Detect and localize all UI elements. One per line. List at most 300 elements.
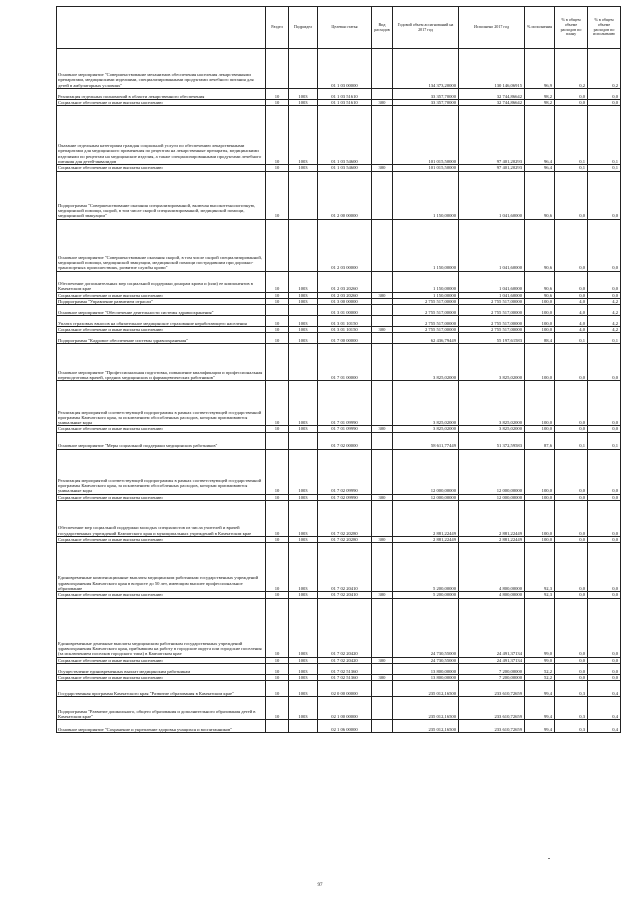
cell-subsection xyxy=(289,49,318,89)
cell-section: 10 xyxy=(266,449,289,494)
cell-plan: 2 755 517,00000 xyxy=(393,305,459,316)
cell-share-executed: 0,0 xyxy=(588,501,621,537)
cell-plan: 101 015,50000 xyxy=(393,106,459,165)
cell-share-plan: 0,0 xyxy=(555,663,588,674)
cell-subsection: 1003 xyxy=(289,598,318,657)
cell-expense-type: 300 xyxy=(372,494,393,500)
cell-target-article: 01 7 02 51360 xyxy=(318,674,372,680)
cell-subsection: 1003 xyxy=(289,165,318,171)
cell-share-executed: 0,0 xyxy=(588,657,621,663)
cell-share-plan: 0,0 xyxy=(555,271,588,292)
cell-share-executed: 0,0 xyxy=(588,592,621,598)
cell-expense-type: 300 xyxy=(372,537,393,543)
cell-subsection: 1003 xyxy=(289,449,318,494)
cell-expense-type xyxy=(372,697,393,720)
cell-subsection: 1003 xyxy=(289,657,318,663)
cell-expense-type: 300 xyxy=(372,674,393,680)
cell-percent: 98,2 xyxy=(525,100,555,106)
header-expense-type: Вид расходов xyxy=(372,7,393,49)
header-plan-2017: Годовой объем ассигнований на 2017 год xyxy=(393,7,459,49)
cell-executed: 2 881,22449 xyxy=(459,537,525,543)
cell-share-executed: 4,2 xyxy=(588,298,621,304)
cell-percent: 100,0 xyxy=(525,381,555,426)
cell-target-article: 01 2 03 20260 xyxy=(318,292,372,298)
cell-plan: 3 825,02000 xyxy=(393,426,459,432)
cell-expense-type xyxy=(372,432,393,449)
cell-executed: 3 825,02000 xyxy=(459,426,525,432)
cell-subsection: 1003 xyxy=(289,537,318,543)
cell-percent: 100,0 xyxy=(525,327,555,333)
cell-subsection: 1003 xyxy=(289,674,318,680)
cell-section: 10 xyxy=(266,106,289,165)
cell-share-plan: 0,3 xyxy=(555,681,588,697)
cell-plan: 33 357,70000 xyxy=(393,100,459,106)
cell-expense-type xyxy=(372,543,393,592)
cell-plan: 5 200,00000 xyxy=(393,592,459,598)
cell-target-article: 01 3 01 00000 xyxy=(318,305,372,316)
page-number: 97 xyxy=(317,883,323,888)
cell-plan: 235 012,16500 xyxy=(393,681,459,697)
cell-share-plan: 0,3 xyxy=(555,697,588,720)
cell-target-article: 01 7 00 00000 xyxy=(318,333,372,344)
cell-target-article: 01 7 02 20420 xyxy=(318,657,372,663)
cell-subsection: 1003 xyxy=(289,381,318,426)
cell-plan: 2 881,22449 xyxy=(393,537,459,543)
cell-executed: 97 401,20293 xyxy=(459,165,525,171)
cell-subsection: 1003 xyxy=(289,681,318,697)
cell-share-plan: 0,0 xyxy=(555,219,588,271)
cell-share-executed: 0,0 xyxy=(588,494,621,500)
cell-executed: 3 825,02000 xyxy=(459,344,525,381)
cell-percent: 90,6 xyxy=(525,171,555,219)
cell-name: Социальное обеспечение и иные выплаты населению xyxy=(57,100,266,106)
header-section: Раздел xyxy=(266,7,289,49)
cell-share-executed: 0,0 xyxy=(588,674,621,680)
table-row xyxy=(57,333,621,344)
cell-name: Государственная программа Камчатского края "Развитие образования в Камчатском крае" xyxy=(57,681,266,697)
cell-share-executed: 0,1 xyxy=(588,333,621,344)
cell-percent: 90,6 xyxy=(525,219,555,271)
cell-executed: 233 610,72659 xyxy=(459,697,525,720)
cell-executed: 32 744,86642 xyxy=(459,100,525,106)
table-row xyxy=(57,681,621,697)
cell-percent: 99,4 xyxy=(525,681,555,697)
cell-percent: 100,0 xyxy=(525,494,555,500)
cell-section: 10 xyxy=(266,663,289,674)
cell-plan: 58 611,77449 xyxy=(393,432,459,449)
cell-target-article: 01 7 02 20280 xyxy=(318,537,372,543)
cell-plan: 13 800,00000 xyxy=(393,663,459,674)
table-header-row xyxy=(57,7,621,49)
cell-percent: 99,4 xyxy=(525,720,555,733)
cell-executed: 4 800,00000 xyxy=(459,543,525,592)
cell-percent: 100,0 xyxy=(525,316,555,327)
cell-share-executed: 4,2 xyxy=(588,305,621,316)
cell-plan: 2 755 517,00000 xyxy=(393,298,459,304)
cell-expense-type xyxy=(372,305,393,316)
cell-share-executed: 0,1 xyxy=(588,106,621,165)
cell-target-article: 01 1 03 54600 xyxy=(318,165,372,171)
cell-share-executed: 0,0 xyxy=(588,537,621,543)
cell-expense-type xyxy=(372,344,393,381)
cell-percent: 98,2 xyxy=(525,89,555,100)
cell-subsection: 1003 xyxy=(289,592,318,598)
cell-executed: 1 041,60000 xyxy=(459,271,525,292)
cell-plan: 235 012,16500 xyxy=(393,697,459,720)
cell-expense-type: 300 xyxy=(372,592,393,598)
cell-target-article: 01 1 03 51610 xyxy=(318,89,372,100)
cell-expense-type: 300 xyxy=(372,292,393,298)
cell-plan: 3 825,02000 xyxy=(393,381,459,426)
cell-name: Оказание отдельным категориям граждан социальной услуги по обеспечению лекарственными препаратами для медицинского применения по рецептам на лекарственные препараты, медицинскими изделиями по рецептам на медицинские изделия, а также специализированными продуктами лечебного питания для детей-инвалидов xyxy=(57,106,266,165)
cell-plan: 1 150,00000 xyxy=(393,292,459,298)
cell-plan: 134 373,20000 xyxy=(393,49,459,89)
cell-plan: 13 800,00000 xyxy=(393,674,459,680)
cell-name: Подпрограмма "Управление развитием отрасли" xyxy=(57,298,266,304)
cell-executed: 2 755 517,00000 xyxy=(459,298,525,304)
cell-share-executed: 0,4 xyxy=(588,697,621,720)
cell-percent: 92,3 xyxy=(525,543,555,592)
cell-share-plan: 0,0 xyxy=(555,543,588,592)
cell-target-article: 01 7 02 20410 xyxy=(318,543,372,592)
cell-plan: 2 881,22449 xyxy=(393,501,459,537)
cell-share-plan: 0,0 xyxy=(555,598,588,657)
cell-name: Подпрограмма "Совершенствование оказания специализированной, включая высокотехнологичную, медицинской помощи, скорой, в том числе скорой специализированной, медицинской помощи, медицинской эвакуации" xyxy=(57,171,266,219)
cell-subsection xyxy=(289,305,318,316)
cell-name: Основное мероприятие "Совершенствование оказания скорой, в том числе скорой специализированной, медицинской помощи, медицинской эвакуации, медицинской помощи пострадавшим при дорожно-транспортных происшествиях, развитие службы крови" xyxy=(57,219,266,271)
cell-executed: 4 800,00000 xyxy=(459,592,525,598)
cell-share-plan: 0,0 xyxy=(555,494,588,500)
cell-section: 10 xyxy=(266,426,289,432)
cell-name: Основное мероприятие "Меры социальной поддержки медицинских работников" xyxy=(57,432,266,449)
cell-executed: 24 491,37134 xyxy=(459,598,525,657)
cell-subsection: 1003 xyxy=(289,106,318,165)
cell-plan: 3 825,02000 xyxy=(393,344,459,381)
cell-percent: 99,0 xyxy=(525,657,555,663)
cell-expense-type xyxy=(372,89,393,100)
header-subsection: Подраздел xyxy=(289,7,318,49)
cell-subsection: 1003 xyxy=(289,494,318,500)
cell-expense-type: 300 xyxy=(372,100,393,106)
header-execution-percent: % исполнения xyxy=(525,7,555,49)
cell-subsection: 1003 xyxy=(289,501,318,537)
cell-name: Единовременные компенсационные выплаты медицинским работникам государственных учреждений здравоохранения Камчатского края в возрасте до 50 лет, имеющим высшее профессиональное образование xyxy=(57,543,266,592)
cell-target-article: 01 7 02 00000 xyxy=(318,432,372,449)
cell-percent: 99,4 xyxy=(525,697,555,720)
cell-share-plan: 0,0 xyxy=(555,381,588,426)
cell-plan: 24 730,55000 xyxy=(393,598,459,657)
cell-share-executed: 0,2 xyxy=(588,49,621,89)
cell-share-executed: 0,4 xyxy=(588,720,621,733)
cell-target-article: 01 3 00 00000 xyxy=(318,298,372,304)
cell-share-plan: 0,0 xyxy=(555,171,588,219)
cell-executed: 130 146,06915 xyxy=(459,49,525,89)
cell-name: Единовременные денежные выплаты медицинским работникам государственных учреждений здравоохранения Камчатского края, прибывшим на работу в городские округа или городские поселения (за исключением поселков городского типа) в Камчатском крае xyxy=(57,598,266,657)
cell-share-plan: 0,0 xyxy=(555,501,588,537)
cell-subsection: 1003 xyxy=(289,663,318,674)
cell-percent: 87,6 xyxy=(525,432,555,449)
cell-section: 10 xyxy=(266,697,289,720)
cell-subsection xyxy=(289,720,318,733)
cell-target-article: 01 7 01 09990 xyxy=(318,381,372,426)
cell-section: 10 xyxy=(266,271,289,292)
cell-percent: 100,0 xyxy=(525,305,555,316)
cell-expense-type xyxy=(372,316,393,327)
cell-percent: 88,4 xyxy=(525,333,555,344)
cell-share-executed: 0,0 xyxy=(588,381,621,426)
cell-target-article: 01 7 02 51360 xyxy=(318,663,372,674)
cell-name: Социальное обеспечение и иные выплаты населению xyxy=(57,426,266,432)
cell-target-article: 01 7 01 09990 xyxy=(318,426,372,432)
header-target-article: Целевая статья xyxy=(318,7,372,49)
cell-share-executed: 0,0 xyxy=(588,271,621,292)
cell-share-plan: 0,0 xyxy=(555,592,588,598)
cell-name: Основное мероприятие "Профессиональная подготовка, повышение квалификации и профессиональная переподготовка врачей, средних медицинских и фармацевтических работников" xyxy=(57,344,266,381)
cell-target-article: 02 0 00 00000 xyxy=(318,681,372,697)
cell-executed: 1 041,60000 xyxy=(459,219,525,271)
cell-subsection: 1003 xyxy=(289,89,318,100)
cell-executed: 1 041,60000 xyxy=(459,292,525,298)
cell-share-plan: 4,0 xyxy=(555,316,588,327)
cell-target-article: 02 1 06 00000 xyxy=(318,720,372,733)
cell-expense-type xyxy=(372,49,393,89)
cell-name: Реализация мероприятий соответствующей подпрограммы в рамках соответствующей государственной программы Камчатского края, за исключением обособленных расходов, которым присваиваются уникальные коды xyxy=(57,449,266,494)
table-body xyxy=(57,49,621,733)
cell-share-plan: 0,0 xyxy=(555,89,588,100)
cell-target-article: 01 7 02 09990 xyxy=(318,449,372,494)
cell-share-plan: 0,0 xyxy=(555,292,588,298)
cell-name: Осуществление единовременных выплат медицинским работникам xyxy=(57,663,266,674)
cell-plan: 62 436,79449 xyxy=(393,333,459,344)
cell-subsection: 1003 xyxy=(289,697,318,720)
cell-share-plan: 0,0 xyxy=(555,657,588,663)
cell-executed: 32 744,86642 xyxy=(459,89,525,100)
cell-section: 10 xyxy=(266,598,289,657)
cell-target-article: 02 1 00 00000 xyxy=(318,697,372,720)
cell-share-executed: 0,0 xyxy=(588,598,621,657)
cell-name: Обеспечение дополнительных мер социальной поддержки донорам крови и (или) ее компонентов в Камчатском крае xyxy=(57,271,266,292)
cell-expense-type: 300 xyxy=(372,426,393,432)
cell-expense-type xyxy=(372,598,393,657)
cell-percent: 100,0 xyxy=(525,298,555,304)
header-name xyxy=(57,7,266,49)
table-row xyxy=(57,305,621,316)
cell-share-executed: 0,0 xyxy=(588,663,621,674)
cell-share-plan: 0,0 xyxy=(555,100,588,106)
cell-target-article: 01 1 03 51610 xyxy=(318,100,372,106)
cell-share-plan: 4,0 xyxy=(555,327,588,333)
cell-percent: 96,9 xyxy=(525,49,555,89)
cell-target-article: 01 1 03 54600 xyxy=(318,106,372,165)
header-share-executed: % в общем объеме расходов по исполнению xyxy=(588,7,621,49)
cell-expense-type xyxy=(372,449,393,494)
cell-subsection: 1003 xyxy=(289,298,318,304)
budget-execution-table xyxy=(56,6,621,733)
cell-expense-type xyxy=(372,663,393,674)
cell-percent: 90,6 xyxy=(525,292,555,298)
cell-name: Реализация мероприятий соответствующей подпрограммы в рамках соответствующей государственной программы Камчатского края, за исключением обособленных расходов, которым присваиваются уникальные коды xyxy=(57,381,266,426)
cell-share-plan: 0,1 xyxy=(555,106,588,165)
cell-expense-type xyxy=(372,333,393,344)
cell-plan: 2 755 517,00000 xyxy=(393,316,459,327)
cell-expense-type xyxy=(372,381,393,426)
table-row xyxy=(57,432,621,449)
cell-plan: 24 730,55000 xyxy=(393,657,459,663)
cell-expense-type xyxy=(372,271,393,292)
cell-share-plan: 0,1 xyxy=(555,165,588,171)
cell-section xyxy=(266,305,289,316)
cell-executed: 3 825,02000 xyxy=(459,381,525,426)
cell-name: Социальное обеспечение и иные выплаты населению xyxy=(57,657,266,663)
cell-name: Социальное обеспечение и иные выплаты населению xyxy=(57,674,266,680)
cell-plan: 1 150,00000 xyxy=(393,271,459,292)
cell-section xyxy=(266,49,289,89)
cell-expense-type: 300 xyxy=(372,327,393,333)
table-row xyxy=(57,697,621,720)
cell-name: Социальное обеспечение и иные выплаты населению xyxy=(57,327,266,333)
cell-subsection: 1003 xyxy=(289,333,318,344)
cell-share-executed: 4,2 xyxy=(588,327,621,333)
cell-share-executed: 4,2 xyxy=(588,316,621,327)
cell-expense-type xyxy=(372,681,393,697)
cell-share-executed: 0,1 xyxy=(588,165,621,171)
cell-name: Основное мероприятие "Обеспечение деятельности системы здравоохранения" xyxy=(57,305,266,316)
cell-executed: 12 000,00000 xyxy=(459,494,525,500)
cell-share-executed: 0,0 xyxy=(588,171,621,219)
cell-percent: 96,4 xyxy=(525,165,555,171)
cell-executed: 55 197,61583 xyxy=(459,333,525,344)
cell-section: 10 xyxy=(266,501,289,537)
cell-share-plan: 0,0 xyxy=(555,537,588,543)
cell-executed: 233 610,72659 xyxy=(459,681,525,697)
cell-subsection: 1003 xyxy=(289,271,318,292)
table-row xyxy=(57,219,621,271)
cell-executed: 2 755 517,00000 xyxy=(459,327,525,333)
cell-share-executed: 0,0 xyxy=(588,292,621,298)
header-share-plan: % в общем объеме расходов по плану xyxy=(555,7,588,49)
cell-expense-type xyxy=(372,219,393,271)
cell-expense-type xyxy=(372,501,393,537)
cell-target-article: 01 7 02 20280 xyxy=(318,501,372,537)
cell-executed: 7 200,00000 xyxy=(459,674,525,680)
cell-executed: 1 041,60000 xyxy=(459,171,525,219)
cell-section: 10 xyxy=(266,171,289,219)
cell-section xyxy=(266,219,289,271)
table-row xyxy=(57,598,621,657)
cell-section: 10 xyxy=(266,100,289,106)
cell-section: 10 xyxy=(266,298,289,304)
cell-share-plan: 0,0 xyxy=(555,674,588,680)
cell-percent: 100,0 xyxy=(525,449,555,494)
cell-plan: 235 012,16500 xyxy=(393,720,459,733)
cell-share-executed: 0,0 xyxy=(588,100,621,106)
cell-expense-type xyxy=(372,106,393,165)
cell-share-plan: 0,0 xyxy=(555,449,588,494)
cell-target-article: 01 7 02 09990 xyxy=(318,494,372,500)
cell-share-executed: 0,0 xyxy=(588,89,621,100)
cell-executed: 51 372,59583 xyxy=(459,432,525,449)
cell-name: Подпрограмма "Кадровое обеспечение системы здравоохранения" xyxy=(57,333,266,344)
cell-target-article: 01 2 03 00000 xyxy=(318,219,372,271)
cell-section: 10 xyxy=(266,165,289,171)
cell-plan: 12 000,00000 xyxy=(393,494,459,500)
header-executed-2017: Исполнено 2017 год xyxy=(459,7,525,49)
cell-executed: 24 491,37134 xyxy=(459,657,525,663)
cell-section: 10 xyxy=(266,333,289,344)
cell-section: 10 xyxy=(266,327,289,333)
cell-share-plan: 4,0 xyxy=(555,298,588,304)
cell-name: Уплата страховых взносов на обязательное медицинское страхование неработающего населения xyxy=(57,316,266,327)
cell-share-executed: 0,0 xyxy=(588,219,621,271)
cell-executed: 2 881,22449 xyxy=(459,501,525,537)
cell-section xyxy=(266,344,289,381)
table-row xyxy=(57,381,621,426)
cell-share-executed: 0,0 xyxy=(588,344,621,381)
cell-share-executed: 0,0 xyxy=(588,426,621,432)
cell-share-plan: 4,0 xyxy=(555,305,588,316)
cell-subsection xyxy=(289,344,318,381)
cell-subsection: 1003 xyxy=(289,316,318,327)
cell-section: 10 xyxy=(266,674,289,680)
cell-name: Реализация отдельных полномочий в области лекарственного обеспечения xyxy=(57,89,266,100)
cell-share-plan: 0,1 xyxy=(555,333,588,344)
table-row xyxy=(57,106,621,165)
cell-expense-type: 300 xyxy=(372,165,393,171)
cell-name: Обеспечение мер социальной поддержки молодых специалистов из числа учителей и врачей государственных учреждений Камчатского края и муниципальных учреждений в Камчатском крае xyxy=(57,501,266,537)
cell-subsection xyxy=(289,171,318,219)
cell-percent: 52,2 xyxy=(525,674,555,680)
cell-expense-type xyxy=(372,171,393,219)
table-row xyxy=(57,344,621,381)
cell-section: 10 xyxy=(266,681,289,697)
cell-share-executed: 0,0 xyxy=(588,543,621,592)
cell-subsection: 1003 xyxy=(289,100,318,106)
cell-target-article: 01 7 02 20410 xyxy=(318,592,372,598)
cell-target-article: 01 7 02 20420 xyxy=(318,598,372,657)
cell-percent: 96,4 xyxy=(525,106,555,165)
cell-name: Социальное обеспечение и иные выплаты населению xyxy=(57,537,266,543)
cell-target-article: 01 2 00 00000 xyxy=(318,171,372,219)
cell-percent: 100,0 xyxy=(525,426,555,432)
cell-target-article: 01 3 01 10150 xyxy=(318,316,372,327)
cell-target-article: 01 2 03 20260 xyxy=(318,271,372,292)
table-row xyxy=(57,316,621,327)
cell-section: 10 xyxy=(266,592,289,598)
cell-section xyxy=(266,432,289,449)
cell-share-plan: 0,3 xyxy=(555,720,588,733)
budget-table-sheet xyxy=(56,6,620,733)
cell-share-plan: 0,0 xyxy=(555,426,588,432)
cell-name: Социальное обеспечение и иные выплаты населению xyxy=(57,292,266,298)
cell-target-article: 01 7 01 00000 xyxy=(318,344,372,381)
cell-expense-type: 300 xyxy=(372,657,393,663)
cell-plan: 1 150,00000 xyxy=(393,219,459,271)
cell-section: 10 xyxy=(266,316,289,327)
table-row xyxy=(57,543,621,592)
cell-executed: 2 755 517,00000 xyxy=(459,316,525,327)
cell-subsection xyxy=(289,219,318,271)
cell-section xyxy=(266,720,289,733)
cell-subsection xyxy=(289,432,318,449)
cell-section: 10 xyxy=(266,292,289,298)
table-row xyxy=(57,449,621,494)
cell-share-executed: 0,4 xyxy=(588,681,621,697)
table-row xyxy=(57,271,621,292)
cell-plan: 12 000,00000 xyxy=(393,449,459,494)
cell-executed: 233 610,72659 xyxy=(459,720,525,733)
cell-plan: 101 015,50000 xyxy=(393,165,459,171)
cell-expense-type xyxy=(372,720,393,733)
